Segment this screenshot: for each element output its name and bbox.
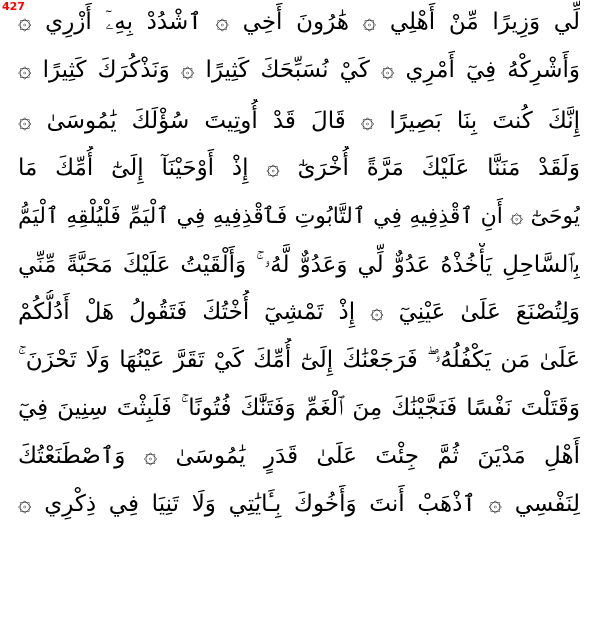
text-line-2: وَأَشْرِكْهُ فِيٓ أَمْرِي ۞ كَيْ نُسَبِّحَكَ كَثِيرًا ۞ وَنَذْكُرَكَ كَثِيرًا ۞ <box>18 57 580 83</box>
text-line-4: وَلَقَدْ مَنَنَّا عَلَيْكَ مَرَّةً أُخْرَىٰٓ ۞ إِذْ أَوْحَيْنَآ إِلَىٰٓ أُمِّكَ مَا <box>18 155 580 181</box>
text-line-5: يُوحَىٰٓ ۞ أَنِ ٱقْذِفِيهِ فِي ٱلتَّابُوتِ فَٱقْذِفِيهِ فِي ٱلْيَمِّ فَلْيُلْقِهِ ٱلْيَمُّ <box>18 204 580 229</box>
text-line-10: أَهْلِ مَدْيَنَ ثُمَّ جِئْتَ عَلَىٰ قَدَرٍ يَٰمُوسَىٰ ۞ وَٱصْطَنَعْتُكَ <box>18 443 580 469</box>
page-number: 427 <box>2 0 25 13</box>
text-line-3: إِنَّكَ كُنتَ بِنَا بَصِيرًا ۞ قَالَ قَدْ أُوتِيتَ سُؤْلَكَ يَٰمُوسَىٰ ۞ <box>18 108 580 134</box>
text-line-6: بِٱلسَّاحِلِ يَأْخُذْهُ عَدُوٌّ لِّي وَعَدُوٌّ لَّهُۥ ۚ وَأَلْقَيْتُ عَلَيْكَ مَحَبَّةً مِّنِّي <box>18 252 580 278</box>
text-line-7: وَلِتُصْنَعَ عَلَىٰ عَيْنِيٓ ۞ إِذْ تَمْشِيٓ أُخْتُكَ فَتَقُولُ هَلْ أَدُلُّكُمْ <box>18 299 580 325</box>
text-line-9: وَقَتَلْتَ نَفْسًا فَنَجَّيْنَٰكَ مِنَ ٱلْغَمِّ وَفَتَنَّٰكَ فُتُونًا ۚ فَلَبِثْتَ سِنِينَ فِيٓ <box>18 395 580 421</box>
text-line-11: لِنَفْسِي ۞ ٱذْهَبْ أَنتَ وَأَخُوكَ بِـَٔايَٰتِي وَلَا تَنِيَا فِي ذِكْرِي ۞ <box>18 491 580 517</box>
text-line-8: عَلَىٰ مَن يَكْفُلُهُۥ ۖ فَرَجَعْنَٰكَ إِلَىٰٓ أُمِّكَ كَيْ تَقَرَّ عَيْنُهَا وَلَا تَحْزَنَ ۚ <box>18 347 580 373</box>
text-line-1: لِّي وَزِيرًا مِّنْ أَهْلِي ۞ هَٰرُونَ أَخِي ۞ ٱشْدُدْ بِهِۦٓ أَزْرِي ۞ <box>18 9 580 35</box>
